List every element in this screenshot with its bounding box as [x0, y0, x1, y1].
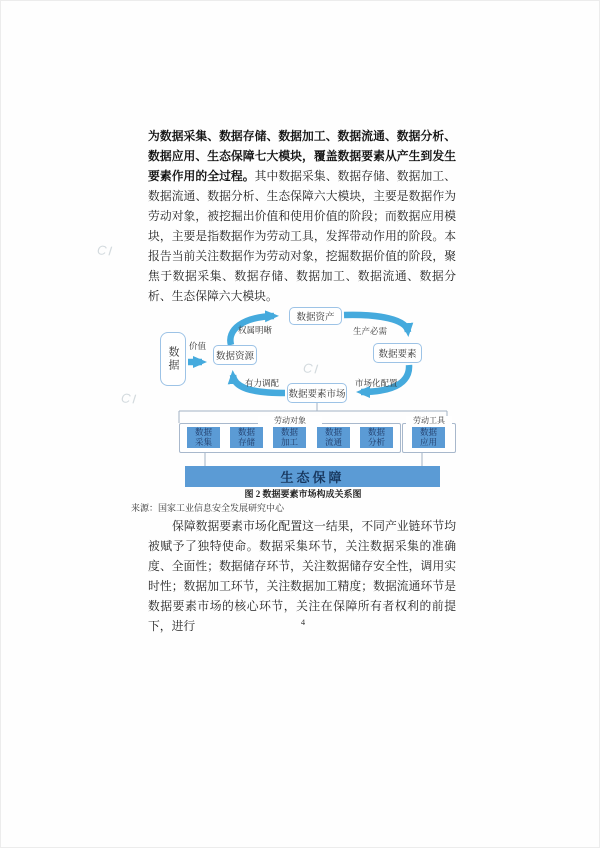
module-label: 数据存储: [237, 427, 255, 447]
paragraph1-bold-text: 为数据采集、数据存储、数据加工、数据流通、数据分析、数据应用、生态保障七大模块，覆盖数据要素从产生到发生要素作用的全过程。: [148, 129, 456, 183]
node-data-resource: 数据资源: [213, 345, 257, 365]
node-data-element: 数据要素: [373, 343, 422, 363]
body-paragraph-1: [148, 126, 456, 306]
paragraph2-text: 保障数据要素市场化配置这一结果，不同产业链环节均被赋予了独特使命。数据采集环节，关注数据采集的准确度、全面性；数据储存环节，关注数据储存安全性，调用实时性；数据加工环节，关注数据加工精度；数据流通环节是数据要素市场的核心环节，关注在保障所有者权利的前提下，进行: [148, 519, 456, 633]
module-data-processing: [273, 427, 306, 448]
module-label: 数据流通: [324, 427, 342, 447]
module-data-storage: [230, 427, 263, 448]
arrow-label-value: 价值: [189, 341, 207, 351]
watermark: CI: [302, 360, 321, 377]
module-label: 数据加工: [280, 427, 298, 447]
figure-source: 来源：国家工业信息安全发展研究中心: [131, 503, 285, 513]
module-label: 数据分析: [367, 427, 385, 447]
module-data-analysis: [360, 427, 393, 448]
arrow-label-allocation: 有力调配: [245, 378, 280, 388]
module-label: 数据应用: [419, 427, 437, 447]
node-data-element-market: 数据要素市场: [287, 383, 347, 403]
paragraph1-normal-text: 其中数据采集、数据存储、数据加工、数据流通、数据分析、生态保障六大模块，主要是数据作为劳动对象，被挖掘出价值和使用价值的阶段；而数据应用模块，主要是指数据作为劳动工具，发挥带动作用的阶段。本报告当前关注数据作为劳动对象，挖掘数据价值的阶段，聚焦于数据采集、数据存储、数据加工、数据流通、数据分析、生态保障六大模块。: [148, 169, 456, 303]
eco-protection-bar: 生态保障: [185, 466, 440, 487]
page-number: 4: [300, 617, 306, 627]
watermark: CI: [96, 242, 115, 259]
module-data-application: [412, 427, 445, 448]
labor-tool-label: 劳动工具: [406, 416, 452, 426]
arrow-label-market-config: 市场化配置: [355, 378, 398, 388]
module-data-circulation: [317, 427, 350, 448]
node-data-asset: 数据资产: [289, 307, 342, 325]
arrow-label-ownership: 权属明晰: [238, 325, 273, 335]
node-data: 数据: [160, 332, 186, 386]
module-label: 数据采集: [194, 427, 212, 447]
module-data-collection: [187, 427, 220, 448]
watermark: CI: [120, 390, 139, 407]
arrow-label-production: 生产必需: [353, 326, 388, 336]
figure-data-element-market-diagram: [150, 300, 460, 500]
figure-caption: 图 2 数据要素市场构成关系图: [244, 489, 362, 499]
labor-object-label: 劳动对象: [258, 416, 322, 426]
